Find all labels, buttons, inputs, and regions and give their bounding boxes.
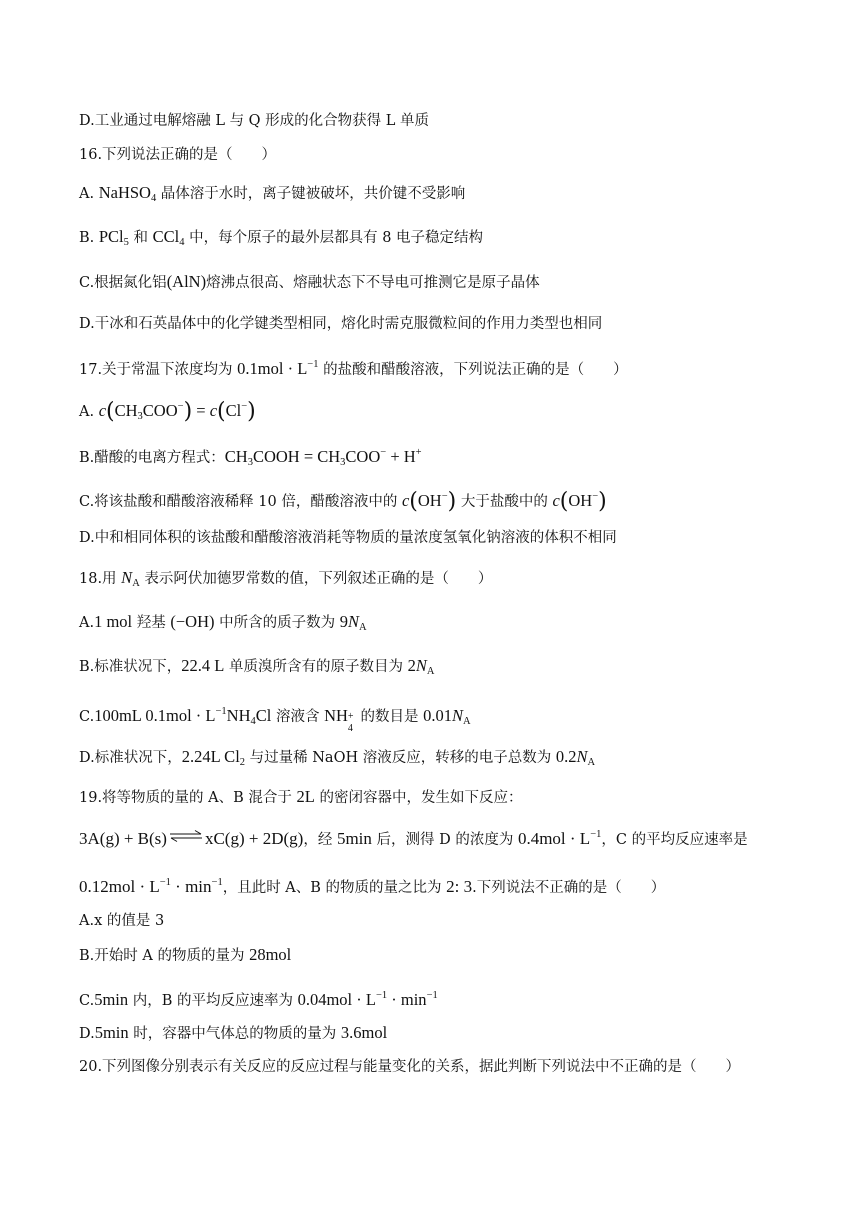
q19-reaction: 3A(g) + B(s) xC(g) + 2D(g)，经 5min 后，测得 D 的浓度为 $0.4mol \cdot L^{-1}$，C 的平均反应速率是 <box>79 829 748 848</box>
q18-option-b: B.标准状况下，22.4 L 单质溴所含有的原子数目为 $2N_A$ <box>79 656 435 677</box>
q19-option-c: C.5min 内，B 的平均反应速率为 $0.04mol \cdot L^{-1} \cdot \min^{-1}$ <box>79 990 438 1009</box>
equilibrium-arrow-icon <box>169 830 203 842</box>
q20-stem: 20.下列图像分别表示有关反应的反应过程与能量变化的关系，据此判断下列说法中不正确的是（ ） <box>79 1059 741 1075</box>
q19-stem: 19.将等物质的量的 A、B 混合于 2L 的密闭容器中，发生如下反应： <box>79 787 523 806</box>
q19-option-b: B.开始时 A 的物质的量为 28mol <box>79 945 292 964</box>
q16-option-c: C.根据氮化铝(AlN)熔沸点很高、熔融状态下不导电可推测它是原子晶体 <box>79 272 540 291</box>
q18-stem: 18.用 $N_A$ 表示阿伏加德罗常数的值，下列叙述正确的是（ ） <box>79 568 493 589</box>
q17-option-c: C.将该盐酸和醋酸溶液稀释 10 倍，醋酸溶液中的 c(OH−) 大于盐酸中的 c(OH−) <box>79 489 607 514</box>
q16-stem: 16.下列说法正确的是（ ） <box>79 147 277 163</box>
q19-option-d: D.5min 时，容器中气体总的物质的量为 3.6mol <box>79 1023 388 1042</box>
q16-option-a: A. NaHSO$_4$ 晶体溶于水时，离子键被破坏，共价键不受影响 <box>79 183 466 204</box>
q17-stem: 17.关于常温下浓度均为 $0.1mol \cdot L^{-1}$ 的盐酸和醋酸溶液，下列说法正确的是（ ） <box>79 359 628 378</box>
q17-option-b: B.醋酸的电离方程式：$CH_3COOH = CH_3COO^- + H^+$ <box>79 447 422 468</box>
q18-option-d: D.标准状况下，2.24L $Cl_2$ 与过量稀 NaOH 溶液反应，转移的电子总数为 $0.2N_A$ <box>79 747 596 768</box>
q16-option-b: B. PCl$_5$ 和 CCl$_4$ 中，每个原子的最外层都具有 8 电子稳定结构 <box>79 227 484 248</box>
q18-option-c: C.100mL $0.1mol \cdot L^{-1}NH_4Cl$ 溶液含 NH + 4 的数目是 $0.01N_A$ <box>79 706 471 734</box>
q17-option-d: D.中和相同体积的该盐酸和醋酸溶液消耗等物质的量浓度氢氧化钠溶液的体积不相同 <box>79 530 617 546</box>
q18-option-a: A.1 mol 羟基 (−OH) 中所含的质子数为 $9N_A$ <box>79 612 367 633</box>
q15-option-d: D.工业通过电解熔融 L 与 Q 形成的化合物获得 L 单质 <box>79 113 430 129</box>
q19-stem-continued: $0.12mol \cdot L^{-1} \cdot \min^{-1}$，且此时 A、B 的物质的量之比为 2: 3.下列说法不正确的是（ ） <box>79 877 666 896</box>
q17-option-a: A. $c(CH_3COO^-) = c(Cl^-)$ <box>79 399 256 424</box>
q16-option-d: D.干冰和石英晶体中的化学键类型相同，熔化时需克服微粒间的作用力类型也相同 <box>79 316 603 332</box>
q19-option-a: A.x 的值是 3 <box>79 913 165 929</box>
